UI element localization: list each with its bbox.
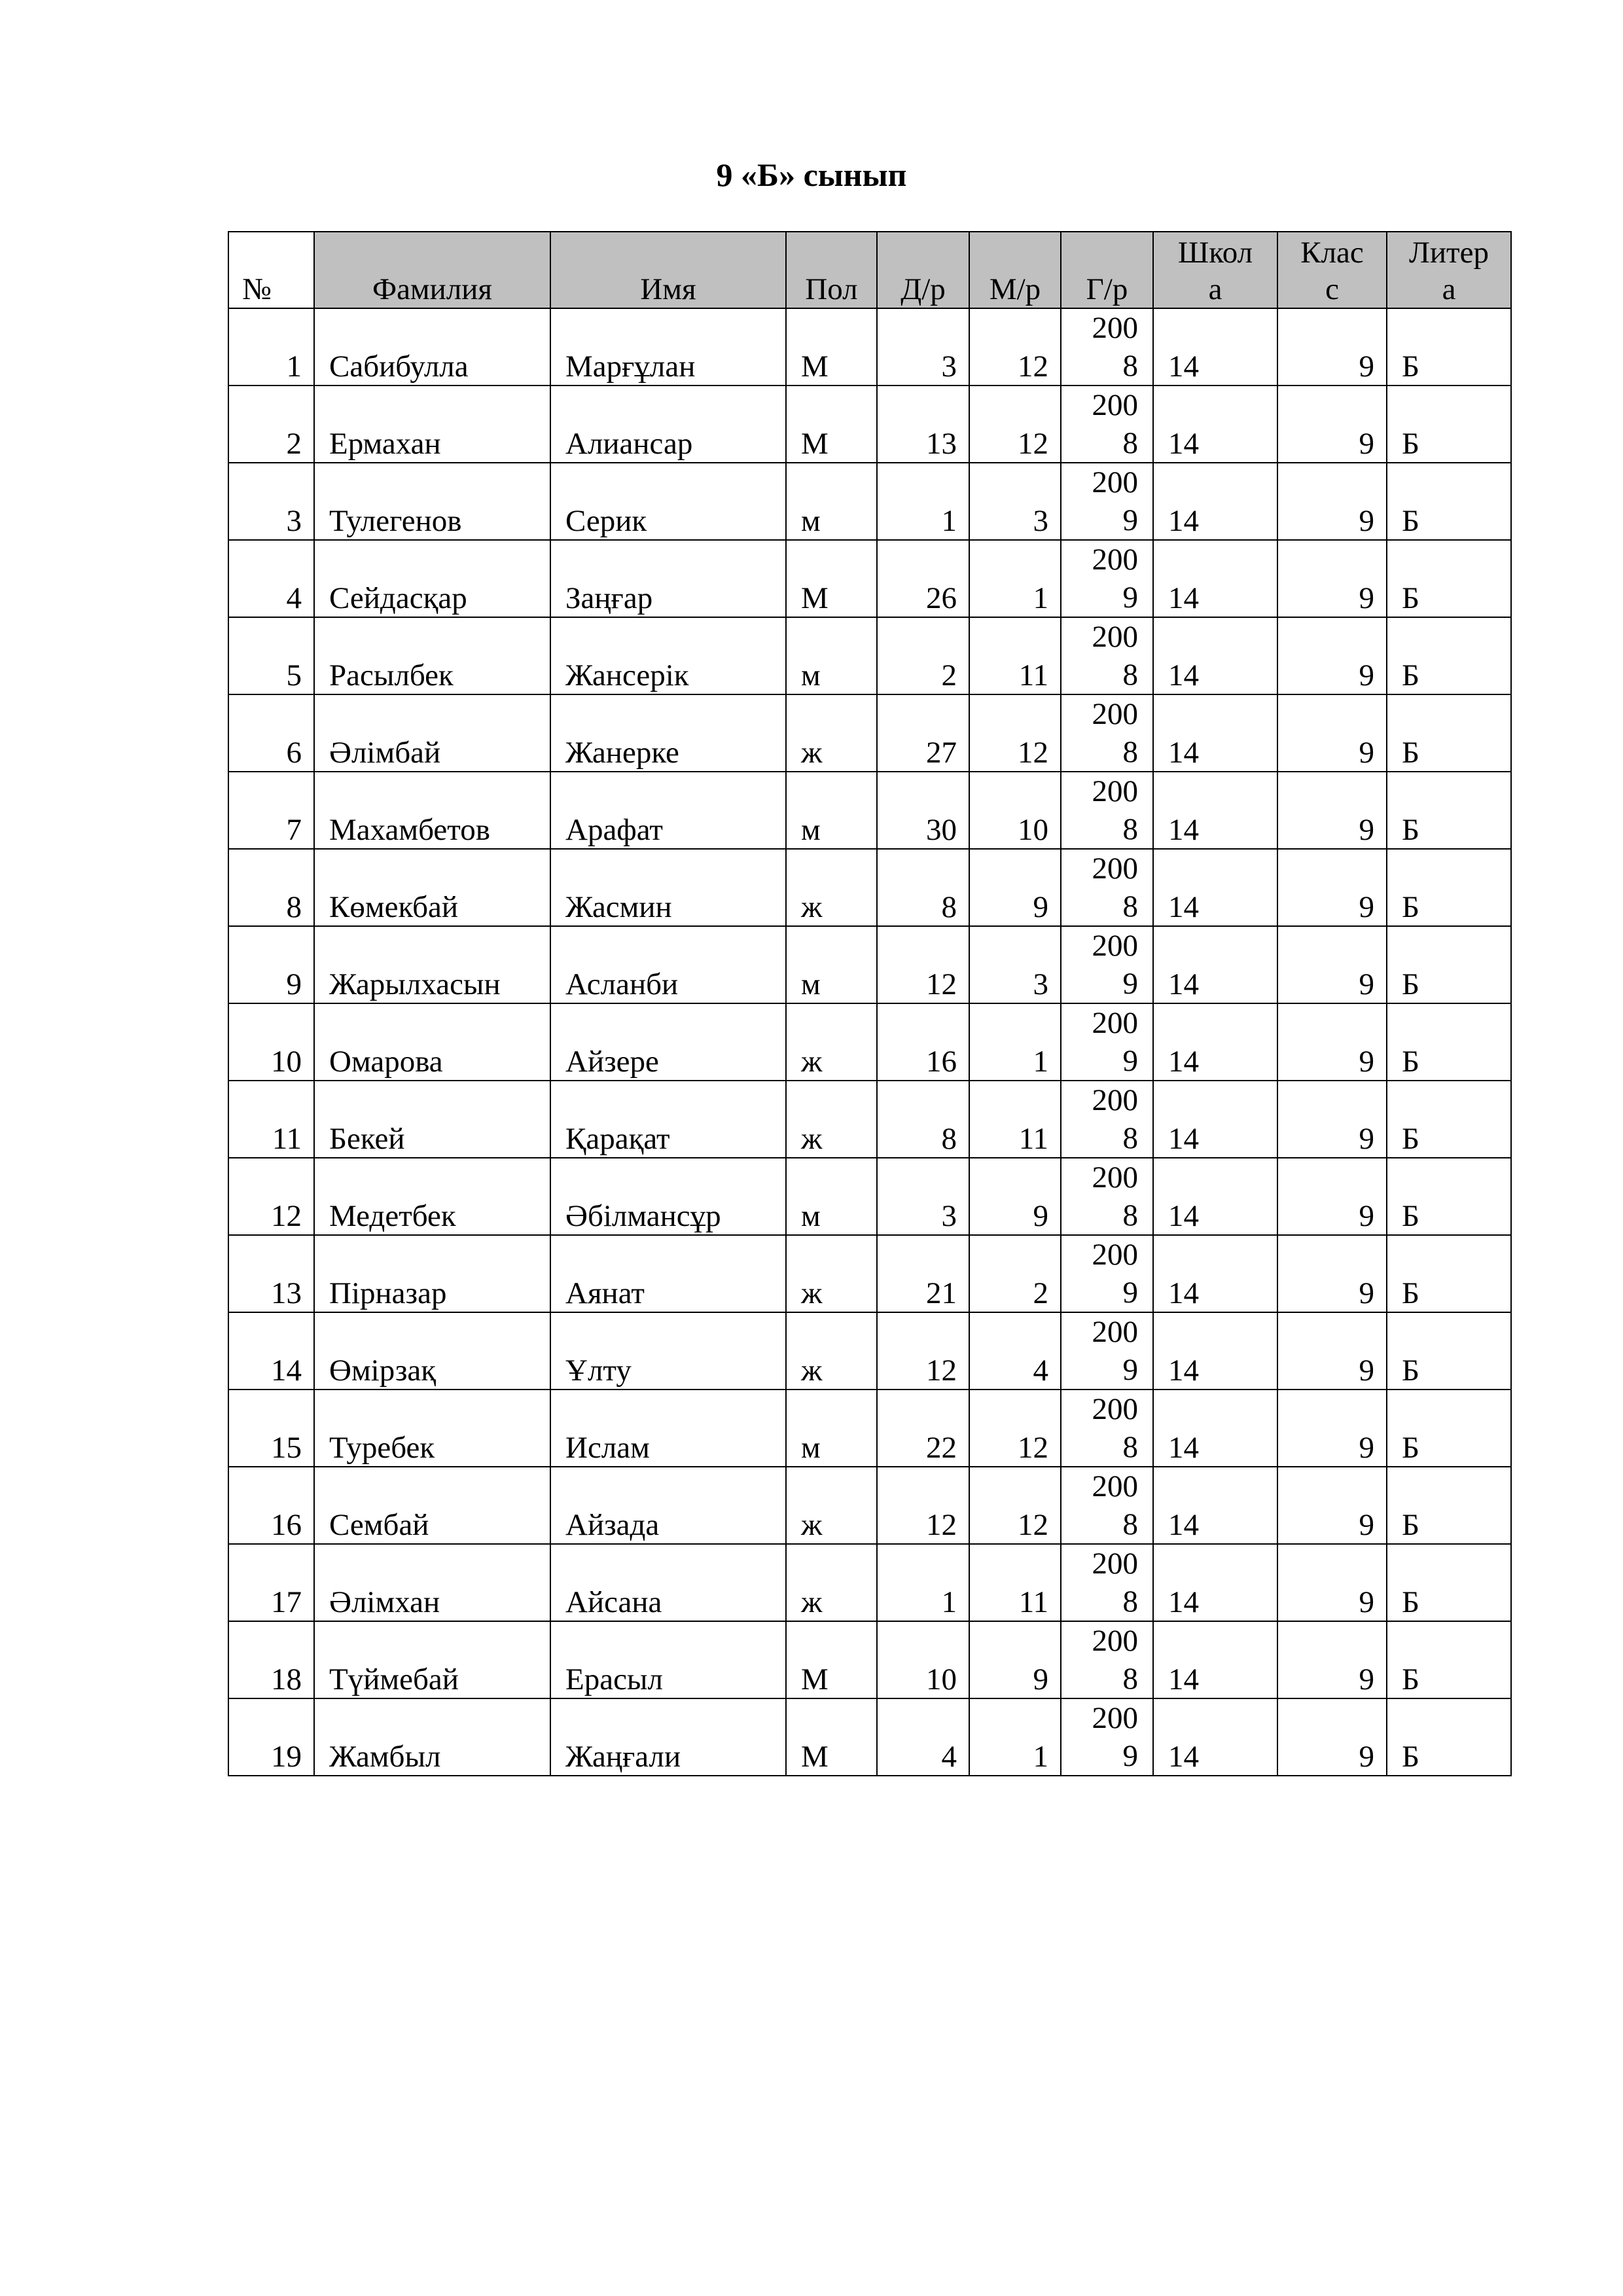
cell-month: 1 (969, 540, 1061, 617)
cell-sex: М (786, 1698, 877, 1776)
cell-year-line2: 8 (1122, 889, 1138, 924)
table-row (228, 463, 1511, 540)
cell-year-line1: 200 (1092, 1083, 1138, 1117)
cell-name: Ерасыл (550, 1621, 786, 1698)
cell-class: 9 (1277, 1544, 1387, 1621)
cell-name: Айсана (550, 1544, 786, 1621)
cell-surname: Көмекбай (314, 849, 550, 926)
cell-name: Айзере (550, 1003, 786, 1081)
cell-school: 14 (1153, 1158, 1277, 1235)
cell-year-line2: 8 (1122, 1121, 1138, 1155)
cell-school: 14 (1153, 1621, 1277, 1698)
cell-letter: Б (1387, 849, 1511, 926)
cell-year-line1: 200 (1092, 1315, 1138, 1349)
cell-class: 9 (1277, 772, 1387, 849)
cell-month: 12 (969, 1467, 1061, 1544)
table-row (228, 1621, 1511, 1698)
cell-letter: Б (1387, 1621, 1511, 1698)
cell-no: 16 (228, 1467, 314, 1544)
cell-no: 17 (228, 1544, 314, 1621)
cell-name: Серик (550, 463, 786, 540)
cell-sex: ж (786, 1544, 877, 1621)
cell-month: 11 (969, 1544, 1061, 1621)
roster-table (228, 231, 1512, 1776)
cell-year-line2: 9 (1122, 1739, 1138, 1773)
cell-day: 1 (877, 1544, 969, 1621)
header-school (1153, 232, 1277, 308)
cell-month: 11 (969, 1081, 1061, 1158)
cell-year-line1: 200 (1092, 1701, 1138, 1735)
cell-day: 12 (877, 926, 969, 1003)
cell-day: 21 (877, 1235, 969, 1312)
cell-class: 9 (1277, 1390, 1387, 1467)
cell-year-line1: 200 (1092, 543, 1138, 577)
cell-sex: ж (786, 1081, 877, 1158)
cell-letter: Б (1387, 540, 1511, 617)
table-row (228, 1698, 1511, 1776)
cell-month: 12 (969, 1390, 1061, 1467)
cell-no: 19 (228, 1698, 314, 1776)
cell-school: 14 (1153, 1467, 1277, 1544)
table-row (228, 386, 1511, 463)
cell-surname: Сабибулла (314, 308, 550, 386)
cell-sex: ж (786, 1467, 877, 1544)
cell-name: Жанерке (550, 694, 786, 772)
cell-letter: Б (1387, 1081, 1511, 1158)
cell-year (1061, 1003, 1153, 1081)
cell-name: Арафат (550, 772, 786, 849)
cell-class: 9 (1277, 308, 1387, 386)
page-title: 9 «Б» сынып (716, 156, 907, 193)
cell-no: 9 (228, 926, 314, 1003)
header-name: Имя (550, 232, 786, 308)
cell-month: 9 (969, 1158, 1061, 1235)
cell-surname: Расылбек (314, 617, 550, 694)
cell-surname: Медетбек (314, 1158, 550, 1235)
cell-day: 26 (877, 540, 969, 617)
header-school-line2: а (1208, 272, 1222, 306)
cell-no: 2 (228, 386, 314, 463)
cell-class: 9 (1277, 1698, 1387, 1776)
cell-school: 14 (1153, 1081, 1277, 1158)
cell-name: Заңғар (550, 540, 786, 617)
cell-school: 14 (1153, 772, 1277, 849)
cell-day: 22 (877, 1390, 969, 1467)
cell-no: 3 (228, 463, 314, 540)
cell-class: 9 (1277, 463, 1387, 540)
cell-year-line2: 9 (1122, 581, 1138, 615)
cell-school: 14 (1153, 463, 1277, 540)
table-row (228, 1158, 1511, 1235)
cell-class: 9 (1277, 1158, 1387, 1235)
cell-surname: Әлімбай (314, 694, 550, 772)
header-class-line1: Клас (1300, 236, 1364, 270)
cell-class: 9 (1277, 617, 1387, 694)
cell-year (1061, 694, 1153, 772)
cell-surname: Тулегенов (314, 463, 550, 540)
cell-day: 12 (877, 1312, 969, 1390)
cell-letter: Б (1387, 1158, 1511, 1235)
cell-letter: Б (1387, 386, 1511, 463)
cell-month: 9 (969, 1621, 1061, 1698)
cell-sex: ж (786, 1003, 877, 1081)
cell-class: 9 (1277, 694, 1387, 772)
cell-day: 13 (877, 386, 969, 463)
cell-year-line1: 200 (1092, 1006, 1138, 1040)
cell-sex: М (786, 540, 877, 617)
cell-surname: Туребек (314, 1390, 550, 1467)
cell-letter: Б (1387, 1003, 1511, 1081)
cell-year-line2: 8 (1122, 426, 1138, 460)
cell-month: 1 (969, 1003, 1061, 1081)
cell-name: Ислам (550, 1390, 786, 1467)
cell-class: 9 (1277, 1467, 1387, 1544)
cell-year (1061, 1390, 1153, 1467)
cell-surname: Өмірзақ (314, 1312, 550, 1390)
cell-year-line2: 9 (1122, 967, 1138, 1001)
cell-name: Әбілмансұр (550, 1158, 786, 1235)
cell-school: 14 (1153, 1698, 1277, 1776)
cell-year-line1: 200 (1092, 311, 1138, 345)
cell-no: 12 (228, 1158, 314, 1235)
cell-name: Жансерік (550, 617, 786, 694)
cell-year-line2: 8 (1122, 1430, 1138, 1464)
cell-sex: м (786, 1390, 877, 1467)
table-row (228, 849, 1511, 926)
cell-name: Жаңғали (550, 1698, 786, 1776)
cell-year-line1: 200 (1092, 1160, 1138, 1194)
cell-no: 4 (228, 540, 314, 617)
cell-year-line2: 8 (1122, 1662, 1138, 1696)
cell-class: 9 (1277, 1312, 1387, 1390)
cell-no: 13 (228, 1235, 314, 1312)
table-row (228, 1544, 1511, 1621)
cell-year-line2: 8 (1122, 658, 1138, 692)
cell-letter: Б (1387, 694, 1511, 772)
cell-sex: ж (786, 694, 877, 772)
header-no: № (228, 232, 314, 308)
cell-sex: ж (786, 1312, 877, 1390)
cell-letter: Б (1387, 463, 1511, 540)
cell-school: 14 (1153, 849, 1277, 926)
cell-surname: Сембай (314, 1467, 550, 1544)
table-row (228, 1003, 1511, 1081)
cell-month: 9 (969, 849, 1061, 926)
cell-day: 3 (877, 1158, 969, 1235)
cell-year-line2: 9 (1122, 1276, 1138, 1310)
cell-year-line2: 9 (1122, 503, 1138, 537)
cell-year-line1: 200 (1092, 1392, 1138, 1426)
cell-name: Қарақат (550, 1081, 786, 1158)
header-letter-line1: Литер (1409, 236, 1489, 270)
header-letter (1387, 232, 1511, 308)
header-letter-line2: а (1442, 272, 1456, 306)
cell-year-line1: 200 (1092, 929, 1138, 963)
cell-year-line1: 200 (1092, 620, 1138, 654)
header-class (1277, 232, 1387, 308)
cell-year (1061, 540, 1153, 617)
cell-year (1061, 849, 1153, 926)
cell-sex: м (786, 617, 877, 694)
table-row (228, 1235, 1511, 1312)
cell-year-line1: 200 (1092, 1547, 1138, 1581)
cell-day: 1 (877, 463, 969, 540)
cell-letter: Б (1387, 308, 1511, 386)
cell-year (1061, 926, 1153, 1003)
header-year: Г/р (1061, 232, 1153, 308)
cell-name: Алиансар (550, 386, 786, 463)
cell-year (1061, 1621, 1153, 1698)
header-class-line2: с (1325, 272, 1339, 306)
cell-year (1061, 386, 1153, 463)
table-row (228, 926, 1511, 1003)
cell-day: 3 (877, 308, 969, 386)
cell-no: 10 (228, 1003, 314, 1081)
header-month: М/р (969, 232, 1061, 308)
cell-month: 3 (969, 463, 1061, 540)
table-row (228, 617, 1511, 694)
cell-month: 1 (969, 1698, 1061, 1776)
cell-sex: ж (786, 849, 877, 926)
cell-year (1061, 617, 1153, 694)
cell-sex: м (786, 926, 877, 1003)
cell-year-line2: 9 (1122, 1353, 1138, 1387)
cell-day: 12 (877, 1467, 969, 1544)
cell-surname: Махамбетов (314, 772, 550, 849)
cell-surname: Әлімхан (314, 1544, 550, 1621)
table-row (228, 1467, 1511, 1544)
header-school-line1: Школ (1177, 236, 1253, 270)
cell-year-line2: 8 (1122, 812, 1138, 846)
cell-year-line2: 8 (1122, 1198, 1138, 1232)
cell-letter: Б (1387, 926, 1511, 1003)
table-row (228, 772, 1511, 849)
table-row (228, 540, 1511, 617)
cell-school: 14 (1153, 386, 1277, 463)
cell-no: 6 (228, 694, 314, 772)
cell-day: 27 (877, 694, 969, 772)
cell-school: 14 (1153, 1235, 1277, 1312)
cell-month: 12 (969, 694, 1061, 772)
cell-year-line1: 200 (1092, 388, 1138, 422)
cell-year-line2: 8 (1122, 735, 1138, 769)
cell-year (1061, 1158, 1153, 1235)
cell-sex: м (786, 463, 877, 540)
cell-school: 14 (1153, 1312, 1277, 1390)
cell-year-line1: 200 (1092, 465, 1138, 499)
cell-year-line2: 8 (1122, 349, 1138, 383)
cell-year (1061, 1312, 1153, 1390)
cell-day: 8 (877, 1081, 969, 1158)
cell-surname: Жарылхасын (314, 926, 550, 1003)
cell-class: 9 (1277, 540, 1387, 617)
cell-year-line1: 200 (1092, 852, 1138, 886)
cell-surname: Түймебай (314, 1621, 550, 1698)
cell-no: 11 (228, 1081, 314, 1158)
cell-letter: Б (1387, 1467, 1511, 1544)
cell-school: 14 (1153, 1390, 1277, 1467)
cell-sex: М (786, 1621, 877, 1698)
header-row (228, 232, 1511, 308)
cell-surname: Ермахан (314, 386, 550, 463)
cell-year-line1: 200 (1092, 1469, 1138, 1503)
cell-year (1061, 1467, 1153, 1544)
cell-day: 16 (877, 1003, 969, 1081)
cell-name: Асланби (550, 926, 786, 1003)
cell-no: 14 (228, 1312, 314, 1390)
cell-day: 2 (877, 617, 969, 694)
cell-month: 2 (969, 1235, 1061, 1312)
cell-year (1061, 1235, 1153, 1312)
cell-name: Аянат (550, 1235, 786, 1312)
cell-year-line2: 8 (1122, 1507, 1138, 1541)
cell-year (1061, 463, 1153, 540)
cell-school: 14 (1153, 1003, 1277, 1081)
cell-surname: Сейдасқар (314, 540, 550, 617)
cell-month: 12 (969, 386, 1061, 463)
header-sex: Пол (786, 232, 877, 308)
cell-year (1061, 1081, 1153, 1158)
cell-letter: Б (1387, 772, 1511, 849)
cell-day: 4 (877, 1698, 969, 1776)
cell-month: 11 (969, 617, 1061, 694)
cell-day: 8 (877, 849, 969, 926)
cell-no: 7 (228, 772, 314, 849)
cell-school: 14 (1153, 694, 1277, 772)
table-row (228, 694, 1511, 772)
cell-month: 4 (969, 1312, 1061, 1390)
cell-no: 18 (228, 1621, 314, 1698)
cell-letter: Б (1387, 1390, 1511, 1467)
cell-name: Марғұлан (550, 308, 786, 386)
table-row (228, 308, 1511, 386)
table-row (228, 1390, 1511, 1467)
cell-day: 30 (877, 772, 969, 849)
cell-letter: Б (1387, 1698, 1511, 1776)
cell-sex: М (786, 308, 877, 386)
cell-school: 14 (1153, 540, 1277, 617)
cell-no: 5 (228, 617, 314, 694)
cell-year (1061, 1544, 1153, 1621)
cell-month: 3 (969, 926, 1061, 1003)
cell-year-line1: 200 (1092, 1238, 1138, 1272)
cell-year (1061, 772, 1153, 849)
cell-surname: Жамбыл (314, 1698, 550, 1776)
cell-surname: Пірназар (314, 1235, 550, 1312)
cell-month: 10 (969, 772, 1061, 849)
cell-class: 9 (1277, 1621, 1387, 1698)
cell-letter: Б (1387, 1312, 1511, 1390)
cell-day: 10 (877, 1621, 969, 1698)
cell-name: Айзада (550, 1467, 786, 1544)
table-row (228, 1081, 1511, 1158)
cell-year-line2: 9 (1122, 1044, 1138, 1078)
cell-letter: Б (1387, 1235, 1511, 1312)
cell-class: 9 (1277, 1003, 1387, 1081)
cell-name: Жасмин (550, 849, 786, 926)
cell-year (1061, 308, 1153, 386)
cell-school: 14 (1153, 617, 1277, 694)
cell-no: 15 (228, 1390, 314, 1467)
table-row (228, 1312, 1511, 1390)
cell-no: 1 (228, 308, 314, 386)
header-surname: Фамилия (314, 232, 550, 308)
cell-class: 9 (1277, 1081, 1387, 1158)
cell-school: 14 (1153, 926, 1277, 1003)
cell-year-line2: 8 (1122, 1585, 1138, 1619)
cell-letter: Б (1387, 617, 1511, 694)
cell-year (1061, 1698, 1153, 1776)
cell-sex: ж (786, 1235, 877, 1312)
cell-sex: м (786, 772, 877, 849)
cell-surname: Бекей (314, 1081, 550, 1158)
cell-class: 9 (1277, 849, 1387, 926)
cell-class: 9 (1277, 926, 1387, 1003)
cell-year-line1: 200 (1092, 774, 1138, 808)
cell-school: 14 (1153, 1544, 1277, 1621)
cell-month: 12 (969, 308, 1061, 386)
cell-school: 14 (1153, 308, 1277, 386)
cell-name: Ұлту (550, 1312, 786, 1390)
cell-year-line1: 200 (1092, 1624, 1138, 1658)
cell-class: 9 (1277, 386, 1387, 463)
cell-sex: м (786, 1158, 877, 1235)
header-day: Д/р (877, 232, 969, 308)
cell-sex: М (786, 386, 877, 463)
cell-no: 8 (228, 849, 314, 926)
cell-surname: Омарова (314, 1003, 550, 1081)
cell-letter: Б (1387, 1544, 1511, 1621)
cell-year-line1: 200 (1092, 697, 1138, 731)
cell-class: 9 (1277, 1235, 1387, 1312)
